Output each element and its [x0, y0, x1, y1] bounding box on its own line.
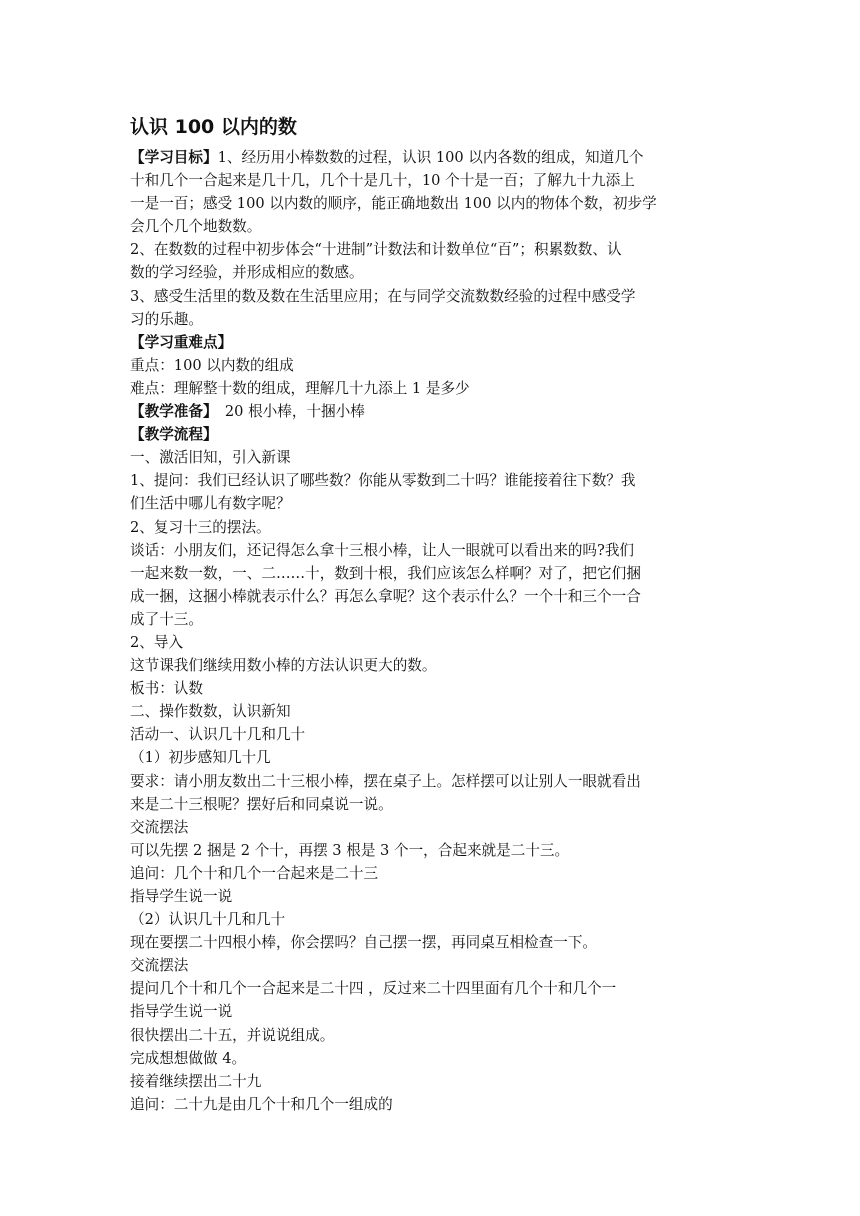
line-text: 要求：请小朋友数出二十三根小棒，摆在桌子上。怎样摆可以让别人一眼就看出 [130, 772, 641, 790]
text-line [130, 1024, 730, 1047]
line-text: 难点：理解整十数的组成，理解几十九添上 1 是多少 [130, 379, 470, 397]
text-line [130, 908, 730, 931]
section-heading: 【学习目标】 [130, 149, 218, 166]
text-line [130, 192, 730, 215]
line-text: 成一捆，这捆小棒就表示什么？再怎么拿呢？这个表示什么？一个十和三个一合 [130, 587, 641, 605]
line-text: 谈话：小朋友们，还记得怎么拿十三根小棒，让人一眼就可以看出来的吗?我们 [130, 541, 635, 559]
text-line [130, 885, 730, 908]
line-text: 完成想想做做 4。 [130, 1049, 247, 1067]
text-line [130, 654, 730, 677]
text-line [130, 1047, 730, 1070]
line-text: 提问几个十和几个一合起来是二十四 ，反过来二十四里面有几个十和几个一 [130, 980, 617, 998]
text-line [130, 816, 730, 839]
text-line [130, 261, 730, 284]
text-line [130, 562, 730, 585]
text-line [130, 931, 730, 954]
line-text: 交流摆法 [130, 957, 189, 975]
line-text: 指导学生说一说 [130, 888, 233, 905]
line-text: 3、感受生活里的数及数在生活里应用；在与同学交流数数经验的过程中感受学 [130, 287, 636, 305]
text-line [130, 354, 730, 377]
text-line [130, 977, 730, 1000]
line-text: （1）初步感知几十几 [130, 749, 271, 767]
text-line [130, 770, 730, 793]
line-text: 可以先摆 2 捆是 2 个十，再摆 3 根是 3 个一，合起来就是二十三。 [130, 841, 570, 859]
text-line [130, 146, 730, 169]
line-text: 重点：100 以内数的组成 [130, 356, 294, 374]
line-text: 活动一、认识几十几和几十 [130, 726, 306, 744]
line-text: 十和几个一合起来是几十几，几个十是几十，10 个十是一百；了解九十九添上 [130, 172, 635, 190]
line-text: 2、在数数的过程中初步体会“十进制”计数法和计数单位“百”；积累数数、认 [130, 241, 622, 259]
text-line [130, 400, 730, 423]
line-text: 们生活中哪儿有数字呢？ [130, 495, 291, 513]
text-line [130, 169, 730, 192]
document-title: 认识 100 以内的数 [130, 116, 297, 138]
line-text: 交流摆法 [130, 818, 189, 836]
text-line [130, 1000, 730, 1023]
section-heading: 【学习重难点】 [130, 333, 233, 351]
line-text: 现在要摆二十四根小棒，你会摆吗？自己摆一摆，再同桌互相检查一下。 [130, 934, 598, 952]
text-line [130, 215, 730, 238]
text-line [130, 954, 730, 977]
text-line [130, 308, 730, 331]
line-text: 1、经历用小棒数数的过程，认识 100 以内各数的组成，知道几个 [217, 149, 644, 166]
text-line [130, 516, 730, 539]
text-line [130, 539, 730, 562]
text-line [130, 862, 730, 885]
line-text: 这节课我们继续用数小棒的方法认识更大的数。 [130, 657, 437, 675]
text-line [130, 492, 730, 515]
line-text: 追问：几个十和几个一合起来是二十三 [130, 864, 379, 882]
line-text: 一起来数一数，一、二……十，数到十根，我们应该怎么样啊？对了，把它们捆 [130, 564, 641, 582]
line-text: 一是一百；感受 100 以内数的顺序，能正确地数出 100 以内的物体个数，初步学 [130, 195, 657, 213]
line-text: 会几个几个地数数。 [130, 218, 262, 236]
text-line [130, 238, 730, 261]
document-body [130, 146, 730, 1116]
text-line [130, 1070, 730, 1093]
line-text: 二、操作数数，认识新知 [130, 703, 291, 721]
line-text: （2）认识几十几和几十 [130, 911, 286, 929]
line-text: 很快摆出二十五，并说说组成。 [130, 1026, 335, 1044]
text-line [130, 746, 730, 769]
text-line [130, 446, 730, 469]
text-line [130, 839, 730, 862]
section-heading: 【教学准备】 [130, 403, 211, 421]
line-text: 来是二十三根呢？摆好后和同桌说一说。 [130, 795, 393, 813]
line-text: 追问：二十九是由几个十和几个一组成的 [130, 1095, 393, 1113]
line-text: 20 根小棒，十捆小棒 [210, 403, 365, 421]
text-line [130, 723, 730, 746]
text-line [130, 677, 730, 700]
text-line [130, 631, 730, 654]
text-line [130, 585, 730, 608]
line-text: 接着继续摆出二十九 [130, 1072, 262, 1090]
line-text: 一、激活旧知，引入新课 [130, 449, 291, 467]
line-text: 指导学生说一说 [130, 1003, 233, 1021]
text-line [130, 469, 730, 492]
text-line [130, 700, 730, 723]
line-text: 2、复习十三的摆法。 [130, 518, 271, 536]
line-text: 1、提问：我们已经认识了哪些数？你能从零数到二十吗？谁能接着往下数？我 [130, 472, 636, 490]
text-line [130, 377, 730, 400]
line-text: 板书：认数 [130, 680, 203, 698]
text-line [130, 793, 730, 816]
text-line [130, 285, 730, 308]
line-text: 成了十三。 [130, 610, 203, 628]
line-text: 习的乐趣。 [130, 310, 203, 328]
text-line [130, 1093, 730, 1116]
line-text: 2、导入 [130, 633, 184, 651]
line-text: 数的学习经验，并形成相应的数感。 [130, 264, 364, 282]
section-heading: 【教学流程】 [130, 426, 218, 444]
text-line [130, 608, 730, 631]
text-line [130, 331, 730, 354]
text-line [130, 423, 730, 446]
